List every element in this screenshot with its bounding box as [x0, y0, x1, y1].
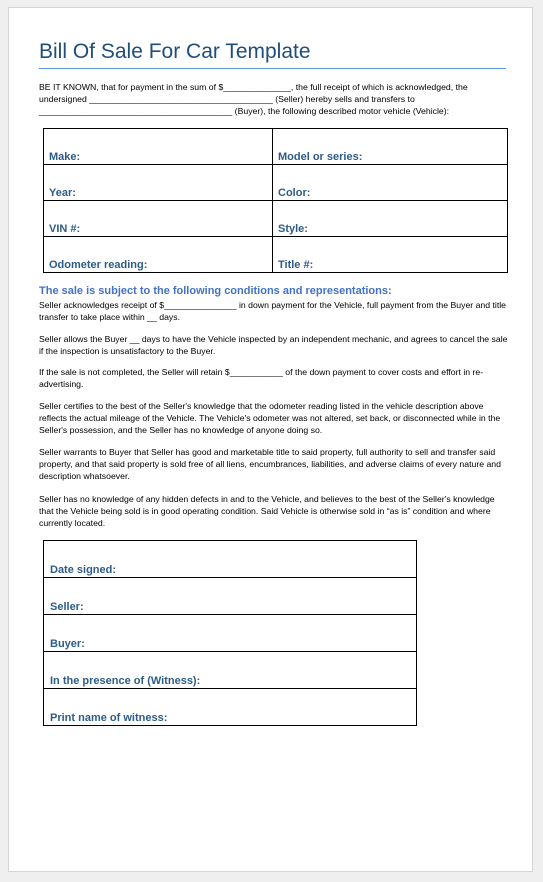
table-row — [44, 541, 417, 578]
signature-table — [43, 540, 417, 726]
witness-signature-field[interactable]: In the presence of (Witness): — [44, 652, 417, 689]
conditions-heading: The sale is subject to the following conditions and representations: — [39, 285, 392, 297]
inspection-paragraph: Seller allows the Buyer __ days to have the Vehicle inspected by an independent mechanic, and agrees to cancel the sale if the inspection is unsatisfactory to the Buyer. — [39, 334, 508, 356]
table-row — [44, 129, 508, 165]
witness-name-field[interactable]: Print name of witness: — [44, 689, 417, 726]
intro-paragraph: BE IT KNOWN, that for payment in the sum of $______________, the full receipt of which is acknowledged, the undersigned ______________________________________ (Seller) hereby sells and transfers to ________________________________________ (Buyer), the following described motor vehicle (Vehicle): — [39, 82, 468, 116]
year-field-label[interactable]: Year: — [44, 165, 273, 201]
odometer-certification-paragraph: Seller certifies to the best of the Seller's knowledge that the odometer reading listed in the vehicle description above reflects the actual mileage of the Vehicle. The Vehicle's odometer was not altered, set back, or disconnected while in the Seller's possession, and the Seller has no knowledge of anyone doing so. — [39, 401, 501, 435]
date-signed-field[interactable]: Date signed: — [44, 541, 417, 578]
table-row — [44, 165, 508, 201]
table-row — [44, 615, 417, 652]
hidden-defects-paragraph: Seller has no knowledge of any hidden defects in and to the Vehicle, and believes to the best of the Seller's knowledge that the Vehicle being sold is in good operating condition. Said Vehicle is otherwise sold in “as is” condition and where currently located. — [39, 494, 495, 528]
table-row — [44, 201, 508, 237]
table-row — [44, 652, 417, 689]
seller-signature-field[interactable]: Seller: — [44, 578, 417, 615]
vehicle-details-table — [43, 128, 508, 273]
retention-paragraph: If the sale is not completed, the Seller will retain $___________ of the down payment to cover costs and effort in re-advertising. — [39, 367, 484, 389]
title-warranty-paragraph: Seller warrants to Buyer that Seller has good and marketable title to said property, full authority to sell and transfer said property, and that said property is sold free of all liens, encumbrances, liabilities, and adverse claims of every nature and description whatsoever. — [39, 447, 501, 481]
style-field-label[interactable]: Style: — [273, 201, 508, 237]
color-field-label[interactable]: Color: — [273, 165, 508, 201]
vin-field-label[interactable]: VIN #: — [44, 201, 273, 237]
buyer-signature-field[interactable]: Buyer: — [44, 615, 417, 652]
table-row — [44, 689, 417, 726]
document-page — [8, 7, 533, 872]
document-title: Bill Of Sale For Car Template — [39, 39, 506, 69]
down-payment-paragraph: Seller acknowledges receipt of $_______________ in down payment for the Vehicle, full payment from the Buyer and title transfer to take place within __ days. — [39, 300, 507, 322]
model-field-label[interactable]: Model or series: — [273, 129, 508, 165]
title-number-field-label[interactable]: Title #: — [273, 237, 508, 273]
odometer-field-label[interactable]: Odometer reading: — [44, 237, 273, 273]
table-row — [44, 578, 417, 615]
make-field-label[interactable]: Make: — [44, 129, 273, 165]
table-row — [44, 237, 508, 273]
